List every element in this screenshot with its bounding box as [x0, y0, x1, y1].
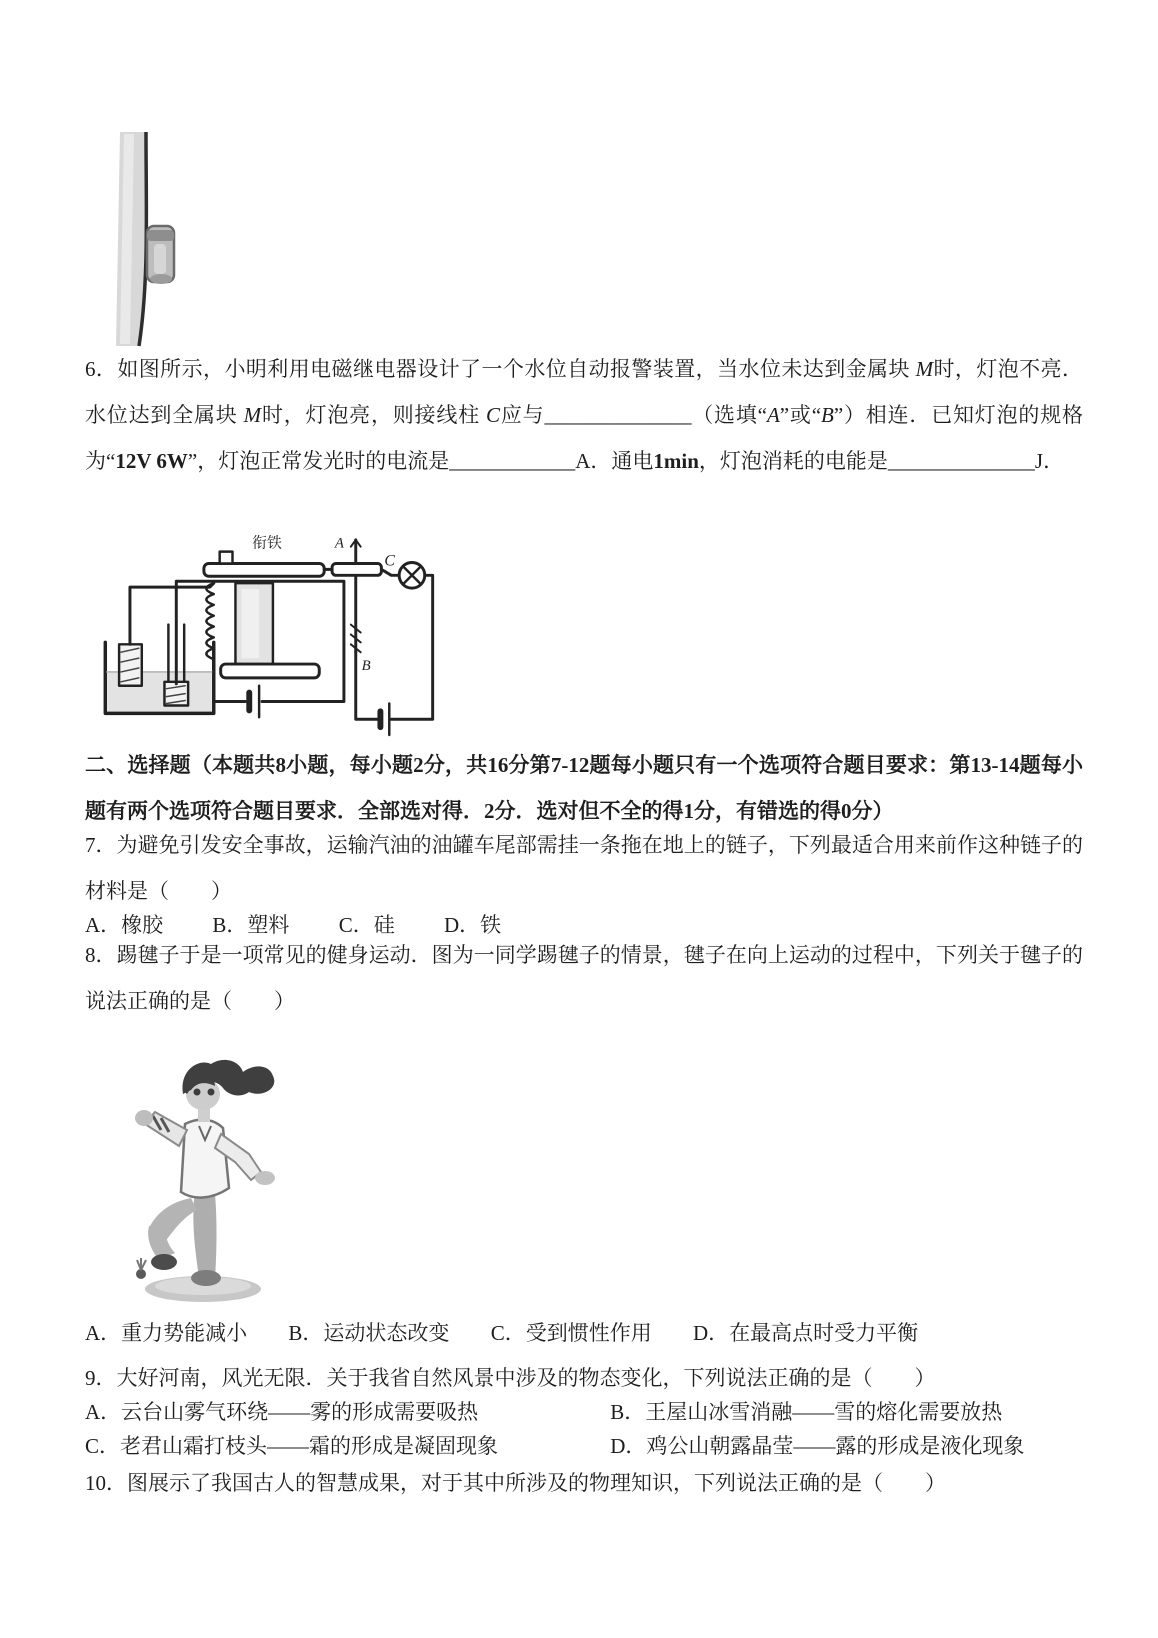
- armature-bar: [204, 563, 324, 576]
- point-b-label: B: [361, 657, 371, 674]
- section-2-heading: 二、选择题（本题共8小题，每小题2分，共16分第7-12题每小题只有一个选项符合题目要求：第13-14题每小题有两个选项符合题目要求．全部选对得．2分．选对但不全的得1分，有错选的得0分）: [85, 753, 1083, 823]
- q6-seg: 时，灯泡不亮．水位达到全属块: [85, 357, 1084, 427]
- question-8-options: [85, 1310, 1083, 1356]
- q9-option-d: D．鸡公山朝露晶莹——露的形成是液化现象: [610, 1434, 1025, 1458]
- q8-option-c: C．受到惯性作用: [490, 1321, 652, 1345]
- q7-option-d: D．铁: [443, 913, 502, 937]
- wire-m-to-coil: [130, 583, 214, 644]
- q8-option-b: B．运动状态改变: [288, 1321, 450, 1345]
- q6-answer-blank-3: ______________: [887, 449, 1035, 473]
- battery-2-icon: [380, 703, 389, 735]
- q7-option-a: A．橡胶: [85, 913, 164, 937]
- contact-b-rod: [351, 575, 361, 652]
- q6-seg: ”）相连．已知灯泡的规格为“: [85, 403, 1083, 473]
- wire-lamp-to-battery: [391, 575, 432, 719]
- kicking-person-image: [103, 1006, 308, 1306]
- q6-seg: 应与: [500, 403, 545, 427]
- q9-option-b: B．王屋山冰雪消融——雪的熔化需要放热: [610, 1400, 1003, 1424]
- q6-symbol-a: A: [766, 403, 780, 427]
- q6-seg: ”或“: [779, 403, 822, 427]
- armature-label: 衔铁: [252, 535, 282, 552]
- question-9-stem: 9．大好河南，风光无限．关于我省自然风景中涉及的物态变化，下列说法正确的是（ ）: [85, 1366, 936, 1390]
- q6-seg: 时，灯泡亮，则接线柱: [261, 403, 487, 427]
- door-edge-image: [104, 130, 189, 348]
- shuttlecock-kicking-figure: [103, 1006, 308, 1306]
- relay-circuit-figure: [95, 526, 440, 738]
- q6-seg: A．通电: [575, 449, 654, 473]
- point-c-label: C: [384, 552, 395, 570]
- relay-circuit-diagram: [95, 526, 440, 738]
- lamp-icon: [399, 562, 425, 588]
- q9-option-a: A．云台山雾气环绕——雾的形成需要吸热: [85, 1400, 479, 1424]
- q6-symbol-b: B: [821, 403, 834, 427]
- q6-symbol-m: M: [243, 403, 262, 427]
- question-6-text: [85, 346, 1083, 484]
- metal-block-m: [119, 644, 142, 685]
- question-8-stem: 8．踢毽子于是一项常见的健身运动．图为一同学踢毽子的情景，毽子在向上运动的过程中，下列关于毽子的说法正确的是（ ）: [85, 943, 1083, 1013]
- q8-option-a: A．重力势能减小: [85, 1321, 248, 1345]
- q6-seg: 6．如图所示，小明利用电磁继电器设计了一个水位自动报警装置，当水位未达到金属块: [85, 357, 916, 381]
- q6-symbol-m: M: [915, 357, 934, 381]
- q6-seg: ”，灯泡正常发光时的电流是: [187, 449, 450, 473]
- door-edge-photo: [104, 130, 189, 348]
- question-10-stem: 10．图展示了我国古人的智慧成果，对于其中所涉及的物理知识，下列说法正确的是（ ）: [85, 1471, 946, 1495]
- q6-seg: J．: [1034, 449, 1065, 473]
- magnet-base: [221, 664, 320, 678]
- q6-time-value: 1min: [653, 449, 699, 473]
- q7-option-c: C．硅: [338, 913, 395, 937]
- q7-option-b: B．塑料: [212, 913, 290, 937]
- q6-seg: ，灯泡消耗的电能是: [698, 449, 888, 473]
- q6-seg: （选填“: [691, 403, 767, 427]
- q9-option-c: C．老君山霜打枝头——霜的形成是凝固现象: [85, 1434, 499, 1458]
- q8-option-d: D．在最高点时受力平衡: [692, 1321, 919, 1345]
- q6-symbol-c: C: [486, 403, 501, 427]
- question-7-stem: 7．为避免引发安全事故，运输汽油的油罐车尾部需挂一条拖在地上的链子，下列最适合用来前作这种链子的材料是（ ）: [85, 833, 1083, 903]
- battery-1-icon: [249, 686, 259, 718]
- armature-pivot: [220, 552, 233, 564]
- q6-bulb-rating: 12V 6W: [115, 449, 188, 473]
- q6-answer-blank-1: ______________: [544, 403, 692, 427]
- contact-a-pin: [351, 540, 361, 564]
- coil-icon: [206, 583, 213, 659]
- contact-bar: [332, 563, 381, 575]
- point-a-label: A: [334, 535, 344, 552]
- q6-answer-blank-2: ____________: [449, 449, 576, 473]
